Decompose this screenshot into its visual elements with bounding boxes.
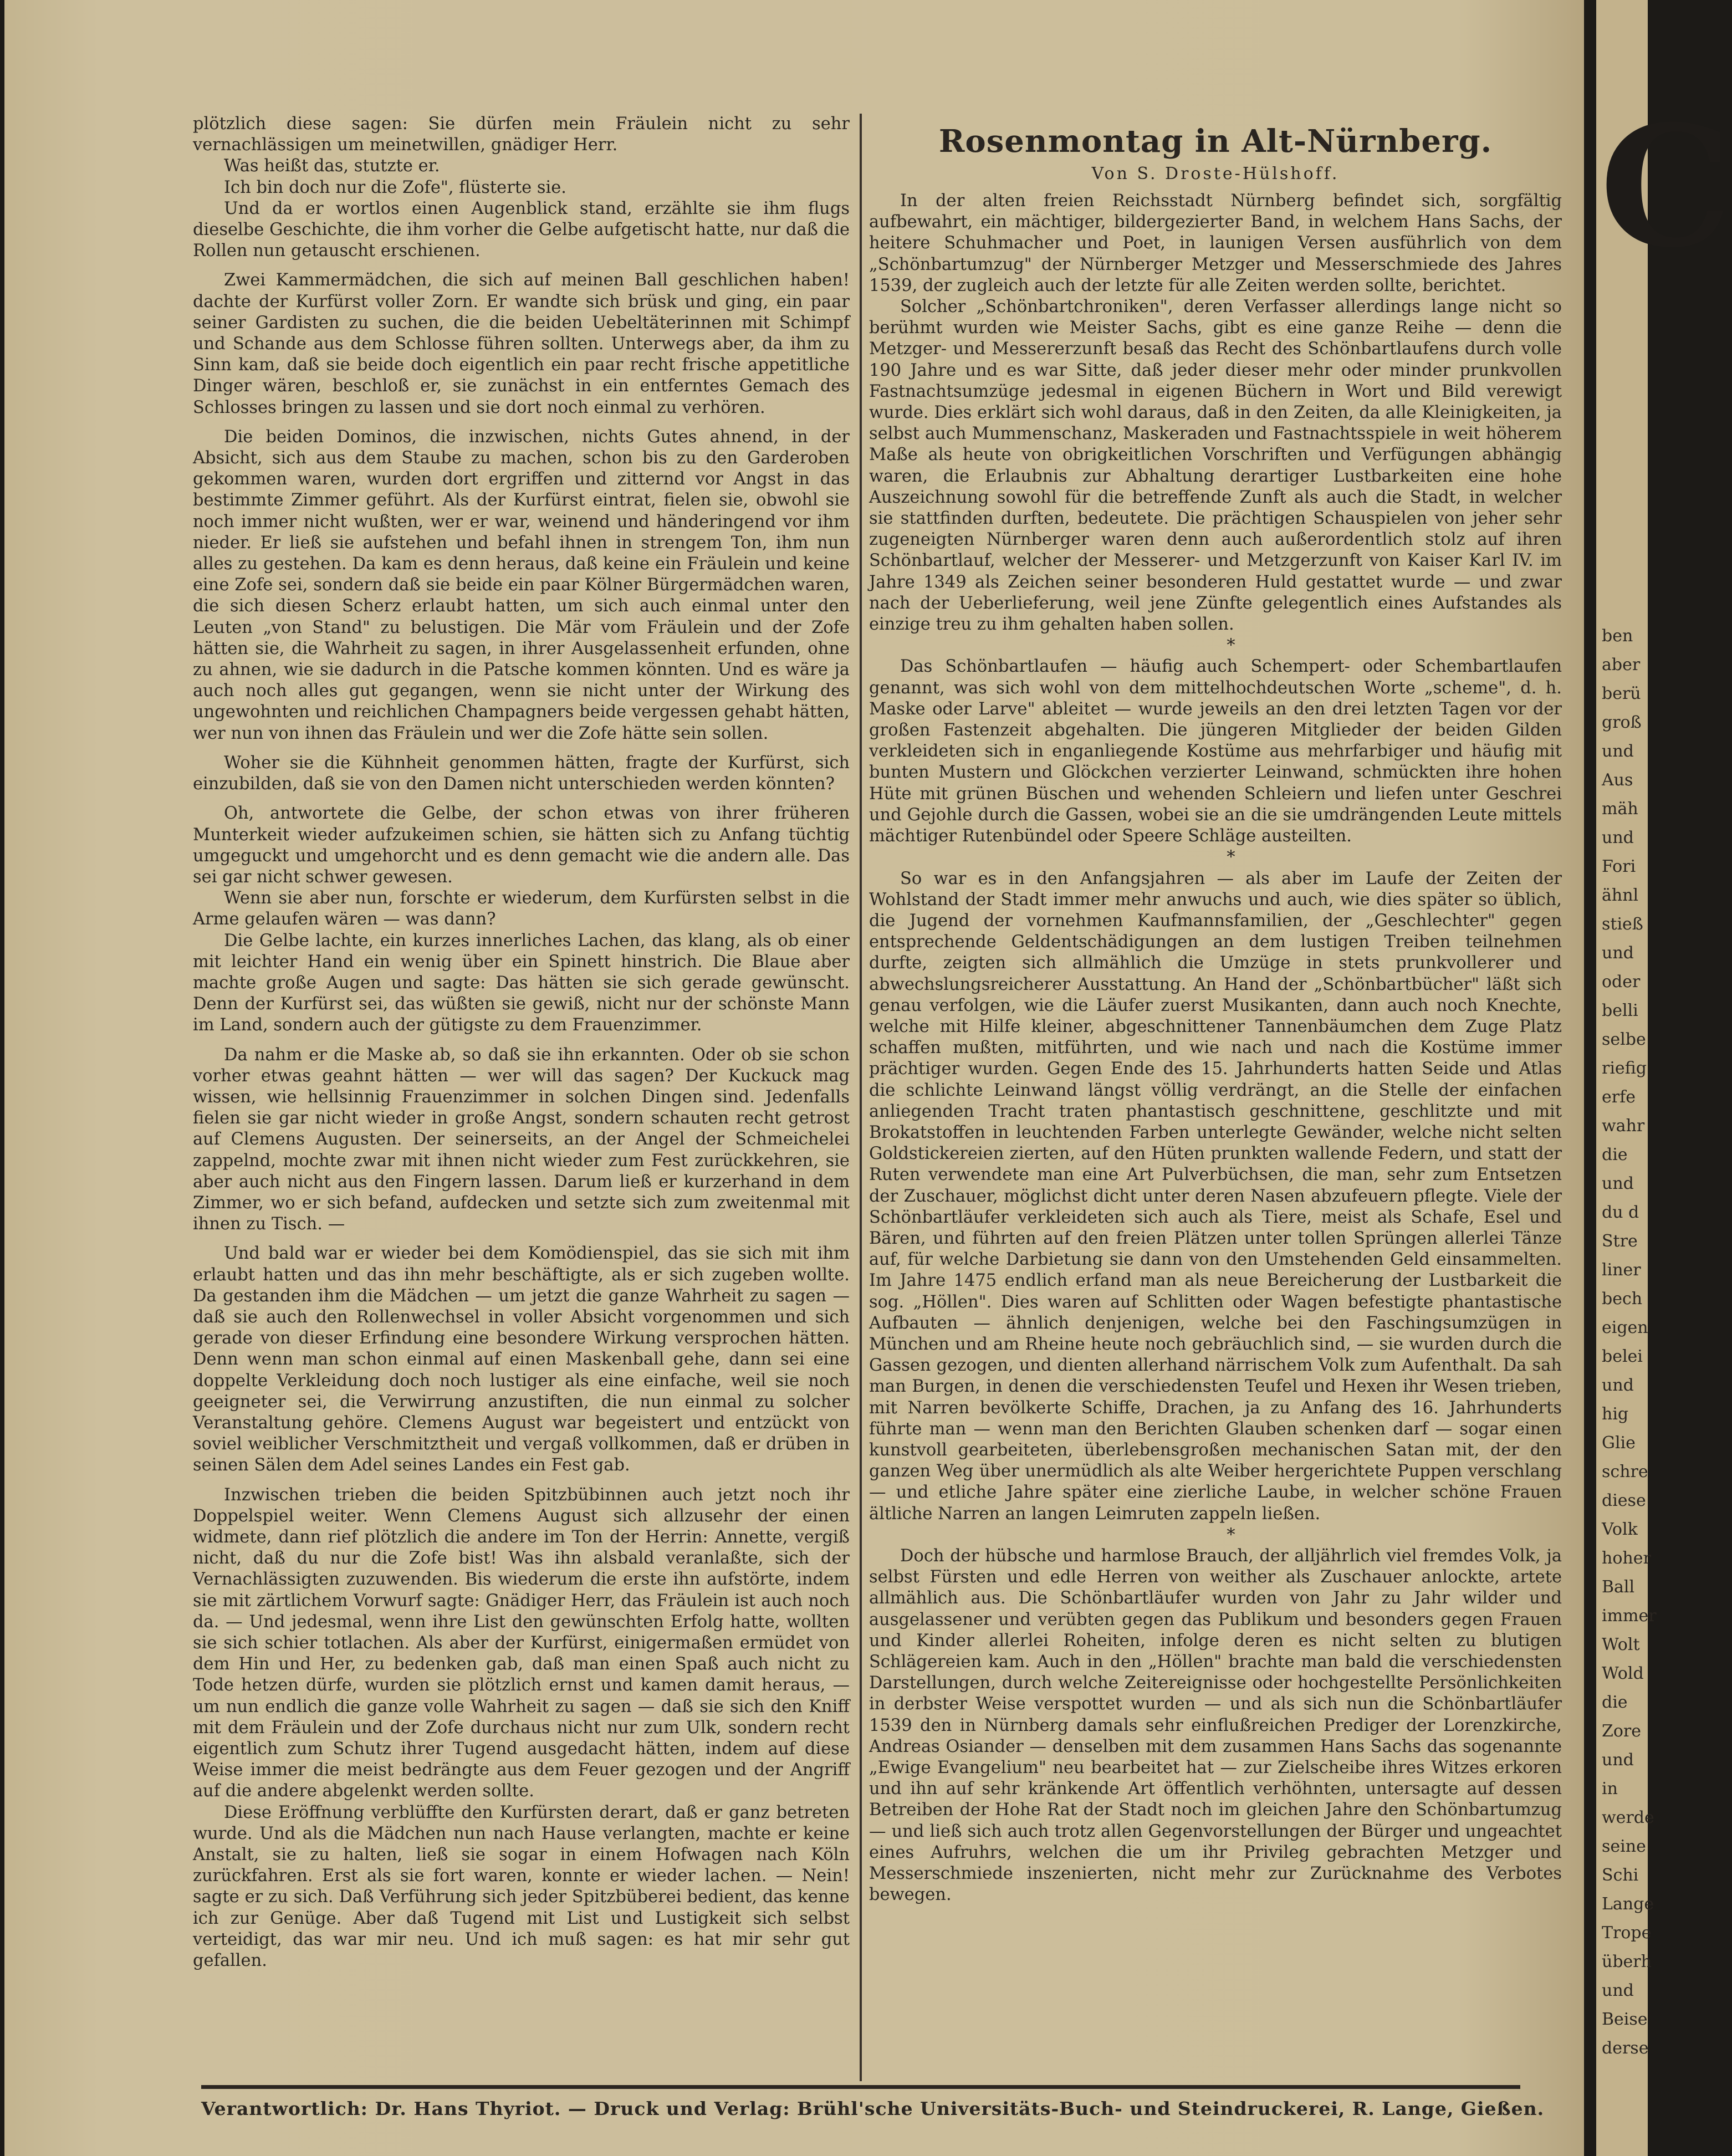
adjacent-page-fragment: Zore <box>1602 1721 1642 1741</box>
adjacent-page-fragment: die <box>1602 1693 1628 1712</box>
adjacent-page-fragment: belli <box>1602 1001 1638 1020</box>
paragraph: Was heißt das, stutzte er. <box>224 156 440 176</box>
adjacent-page-fragment: Aus <box>1602 770 1633 790</box>
adjacent-page-fragment: stieß <box>1602 914 1643 934</box>
article-title: Rosenmontag in Alt-Nürnberg. <box>938 123 1493 160</box>
adjacent-page-letter: C <box>1600 89 1732 284</box>
paragraph: In der alten freien Reichsstadt Nürnberg befindet sich, sorgfältig aufbewahrt, ein mächtiger, bildergezierter Band, in welchem Hans Sachs, der heitere Schuhmacher und Poet, in launigen Versen ausführlich von dem „Schönbartumzug" der Nürnberger Metzger und Messerschmiede des Jahres 1539, der zugleich auch der letzte für alle Zeiten werden sollte, berichtet. <box>869 191 1562 295</box>
paragraph: So war es in den Anfangsjahren — als aber im Laufe der Zeiten der Wohlstand der Stadt immer mehr anwuchs und auch, wie dies später so üblich, die Jugend der vornehmen Kaufmannsfamilien, der „Geschlechter" gegen entsprechende Geldentschädigungen an dem lustigen Treiben teilnehmen durfte, zeigten sich allmählich die Umzüge in stets prunkvollerer und abwechslungsreicherer Ausstattung. An Hand der „Schönbartbücher" läßt sich genau verfolgen, wie die Läufer zuerst Musikanten, dann auch noch Knechte, welche mit Hilfe kleiner, abgeschnittener Tannenbäumchen dem Zuge Platz schaffen mußten, mitführten, und wie nach und nach die Kostüme immer prächtiger wurden. Gegen Ende des 15. Jahrhunderts hatten Seide und Atlas die schlichte Leinwand längst völlig verdrängt, an die Stelle der einfachen anliegenden Tracht traten phantastisch geschnittene, geschlitzte und mit Brokatstoffen in leuchtenden Farben unterlegte Gewänder, welche nicht selten Goldstickereien zierten, auf den Hüten prunkten wallende Federn, und statt der Ruten verwendete man eine Art Pulverbüchsen, die man, sehr zum Entsetzen der Zuschauer, möglichst dicht unter deren Nasen abzufeuern pflegte. Viele der Schönbartläufer verkleideten sich auch als Tiere, meist als Schafe, Esel und Bären, und führten auf den freien Plätzen unter tollen Sprüngen allerlei Tänze auf, für welche Darbietung sie dann von den Umstehenden Geld einsammelten. Im Jahre 1475 endlich erfand man als neue Bereicherung der Lustbarkeit die sog. „Höllen". Dies waren auf Schlitten oder Wagen befestigte phantastische Aufbauten — ähnlich denjenigen, welche bei den Faschingsumzügen in München und am Rheine heute noch gebräuchlich sind, — sie wurden durch die Gassen gezogen, und dienten allerhand närrischem Volk zum Aufenthalt. Da sah man Burgen, in denen die verschiedensten Teufel und Hexen ihr Wesen trieben, mit Narren bevölkerte Schiffe, Drachen, ja zu Anfang des 16. Jahrhunderts führte man — wenn man den Berichten Glauben schenken darf — sogar einen kunstvoll gearbeiteten, überlebensgroßen mechanischen Satan mit, der den ganzen Weg über unermüdlich als alte Weiber hergerichtete Puppen verschlang — und etliche Jahre später eine zierliche Laube, in welcher schöne Frauen ältliche Narren an langen Leimruten zappeln ließen. <box>869 868 1562 1524</box>
paragraph: Ich bin doch nur die Zofe", flüsterte sie. <box>224 177 566 197</box>
adjacent-page-fragment: berü <box>1602 684 1641 703</box>
adjacent-page-fragment: riefig <box>1602 1059 1647 1078</box>
imprint-footer: Verantwortlich: Dr. Hans Thyriot. — Druck und Verlag: Brühl'sche Universitäts-Buch- und Steindruckerei, R. Lange, Gießen. <box>201 2098 1545 2119</box>
adjacent-page-fragment: du d <box>1602 1203 1639 1222</box>
paragraph: Wenn sie aber nun, forschte er wiederum, dem Kurfürsten selbst in die Arme gelaufen wären — was dann? <box>193 888 850 929</box>
adjacent-page-fragment: Wolt <box>1602 1635 1640 1654</box>
adjacent-page-fragment: und <box>1602 943 1634 963</box>
adjacent-page-fragment: eigen <box>1602 1318 1648 1337</box>
adjacent-page-fragment: und <box>1602 1750 1634 1770</box>
paragraph: Das Schönbartlaufen — häufig auch Schempert- oder Schembartlaufen genannt, was sich wohl von dem mittelhochdeutschen Worte „scheme", d. h. Maske oder Larve" ableitet — wurde jeweils an den drei letzten Tagen vor der großen Fastenzeit abgehalten. Die jüngeren Mitglieder der beiden Gilden verkleideten sich in enganliegende Kostüme aus mehrfarbiger und häufig mit bunten Mustern und Glöckchen verzierter Leinwand, schmückten ihre hohen Hüte mit grünen Büschen und wehenden Schleiern und liefen unter Geschrei und Gejohle durch die Gassen, wobei sie an die sie umdrängenden Leute mittels mächtiger Rutenbündel oder Speere Schläge austeilten. <box>869 657 1562 846</box>
adjacent-page-fragment: ähnl <box>1602 886 1639 905</box>
paragraph: Die beiden Dominos, die inzwischen, nichts Gutes ahnend, in der Absicht, sich aus dem Staube zu machen, schon bis zu den Garderoben gekommen waren, wurden dort ergriffen und zitternd vor Angst in das bestimmte Zimmer geführt. Als der Kurfürst eintrat, fielen sie, obwohl sie noch immer nicht wußten, wer er war, weinend und händeringend vor ihm nieder. Er ließ sie aufstehen und befahl ihnen in strengem Ton, ihm nun alles zu gestehen. Da kam es denn heraus, daß keine ein Fräulein und keine eine Zofe sei, sondern daß sie beide ein paar Kölner Bürgermädchen waren, die sich diesen Scherz erlaubt hatten, um sich auch einmal unter den Leuten „von Stand" zu belustigen. Die Mär vom Fräulein und der Zofe hätten sie, die Wahrheit zu sagen, in ihrer Ausgelassenheit erfunden, ohne zu ahnen, wie sie dadurch in die Patsche kommen könnten. Und es wäre ja auch noch alles gut gegangen, wenn sie nicht unter der Wirkung des ungewohnten und reichlichen Champagners beide vergessen gehabt hätten, wer nun von ihnen das Fräulein und wer die Zofe hätte sein sollen. <box>193 427 850 743</box>
paragraph: Solcher „Schönbartchroniken", deren Verfasser allerdings lange nicht so berühmt wurden wie Meister Sachs, gibt es eine ganze Reihe — denn die Metzger- und Messererzunft besaß das Recht des Schönbartlaufens durch volle 190 Jahre und es war Sitte, daß jeder dieser mehr oder minder prunkvollen Fastnachtsumzüge jedesmal in eigenen Büchern in Wort und Bild verewigt wurde. Dies erklärt sich wohl daraus, daß in den Zeiten, da alle Kleinigkeiten, ja selbst auch Mummenschanz, Maskeraden und Fastnachtsspiele in weit höherem Maße als heute von obrigkeitlichen Vorschriften und Verfügungen abhängig waren, die Erlaubnis zur Abhaltung derartiger Lustbarkeiten eine hohe Auszeichnung sowohl für die betreffende Zunft als auch die Stadt, in welcher sie stattfinden durften, bedeutete. Die prächtigen Schauspielen von jeher sehr zugeneigten Nürnberger waren denn auch außerordentlich stolz auf ihren Schönbartlauf, welcher der Messerer- und Metzgerzunft von Kaiser Karl IV. im Jahre 1349 als Zeichen seiner besonderen Huld gestattet wurde — und zwar nach der Ueberlieferung, weil jene Zünfte gelegentlich eines Aufstandes als einzige treu zu ihm gehalten haben sollen. <box>869 297 1562 635</box>
newspaper-page <box>4 0 1584 2156</box>
adjacent-page-fragment: aber <box>1602 655 1641 675</box>
paragraph: Inzwischen trieben die beiden Spitzbübinnen auch jetzt noch ihr Doppelspiel weiter. Wenn Clemens August sich allzusehr der einen widmete, dann rief plötzlich die andere im Ton der Herrin: Annette, vergiß nicht, daß du nur die Zofe bist! Was ihn alsbald veranlaßte, sich der Vernachlässigten zuzuwenden. Bis wiederum die erste ihn aufstörte, indem sie mit zärtlichem Vorwurf sagte: Gnädiger Herr, das Fräulein ist auch noch da. — Und jedesmal, wenn ihre List den gewünschten Erfolg hatte, wollten sie sich schier totlachen. Als aber der Kurfürst, einigermaßen ermüdet von dem Hin und Her, zu bedenken gab, daß man einen Spaß auch nicht zu Tode hetzen dürfe, wurden sie plötzlich ernst und kamen damit heraus, — um nun endlich die ganze volle Wahrheit zu sagen — daß sie sich den Kniff mit dem Fräulein und der Zofe durchaus nicht nur zum Ulk, sondern recht eigentlich zum Schutz ihrer Tugend ausgedacht hätten, indem auf diese Weise immer die meist bedrängte aus dem Feuer gezogen und der Angriff auf die andere abgelenkt werden sollte. <box>193 1485 850 1801</box>
adjacent-page-fragment: Volk <box>1602 1520 1638 1539</box>
paragraph: Da nahm er die Maske ab, so daß sie ihn erkannten. Oder ob sie schon vorher etwas geahnt hätten — wer will das sagen? Der Kuckuck mag wissen, wie hellsinnig Frauenzimmer in solchen Dingen sind. Jedenfalls fielen sie gar nicht wieder in große Angst, sondern schauten recht getrost auf Clemens Augusten. Der seinerseits, an der Angel der Schmeichelei zappelnd, mochte zwar mit ihnen nicht wieder zum Fest zurückkehren, sie aber auch nicht aus den Fingern lassen. Darum ließ er kurzerhand in dem Zimmer, wo er sich befand, aufdecken und setzte sich zum zweitenmal mit ihnen zu Tisch. — <box>193 1045 850 1234</box>
adjacent-page-edge <box>1596 0 1732 2156</box>
right-column-article <box>869 122 1562 1905</box>
adjacent-page-fragment: derse <box>1602 2039 1649 2058</box>
adjacent-page-fragment: seine <box>1602 1837 1646 1856</box>
footer-rule <box>201 2085 1520 2089</box>
adjacent-page-fragment: Ball <box>1602 1577 1635 1597</box>
adjacent-page-fragment: Beise <box>1602 2010 1648 2029</box>
adjacent-page-fragment: hig <box>1602 1404 1629 1424</box>
adjacent-page-fragment: schre <box>1602 1462 1648 1481</box>
section-separator: * <box>1227 1525 1235 1545</box>
adjacent-page-fragment: und <box>1602 1376 1634 1395</box>
paragraph: Diese Eröffnung verblüffte den Kurfürsten derart, daß er ganz betreten wurde. Und als die Mädchen nun nach Hause verlangten, machte er keine Anstalt, sie zu halten, ließ sie sogar in einem Hofwagen nach Köln zurückfahren. Erst als sie fort waren, konnte er wieder lachen. — Nein! sagte er zu sich. Daß Verführung sich jeder Spitzbüberei bedient, das kenne ich zur Genüge. Aber daß Tugend mit List und Lustigkeit sich selbst verteidigt, das war mir neu. Und ich muß sagen: es hat mir sehr gut gefallen. <box>193 1802 850 1971</box>
left-column-story-continuation <box>193 114 850 1971</box>
adjacent-page-fragment: selbe <box>1602 1030 1646 1049</box>
adjacent-page-fragment: erfe <box>1602 1087 1636 1107</box>
adjacent-page-fragment: und <box>1602 828 1634 847</box>
adjacent-page-fragment: liner <box>1602 1260 1641 1280</box>
paragraph: Und da er wortlos einen Augenblick stand, erzählte sie ihm flugs dieselbe Geschichte, die ihm vorher die Gelbe aufgetischt hatte, nur daß die Rollen nun getauscht erschienen. <box>193 198 850 261</box>
article-byline: Von S. Droste-Hülshoff. <box>1091 164 1340 183</box>
adjacent-page-fragment: oder <box>1602 972 1641 992</box>
adjacent-page-fragment: überh <box>1602 1952 1652 1971</box>
paragraph: Zwei Kammermädchen, die sich auf meinen Ball geschlichen haben! dachte der Kurfürst voller Zorn. Er wandte sich brüsk und ging, ein paar seiner Gardisten zu suchen, die die beiden Uebeltäterinnen mit Schimpf und Schande aus dem Schlosse führen sollten. Unterwegs aber, da ihm zu Sinn kam, daß sie beide doch eigentlich ein paar recht frische appetitliche Dinger wären, beschloß er, sie zunächst in ein entferntes Gemach des Schlosses bringen zu lassen und sie dort noch einmal zu verhören. <box>193 270 850 417</box>
adjacent-page-fragment: belei <box>1602 1347 1643 1366</box>
adjacent-page-fragment: hoher <box>1602 1549 1651 1568</box>
paragraph: Doch der hübsche und harmlose Brauch, der alljährlich viel fremdes Volk, ja selbst Fürsten und edle Herren von weither als Zuschauer anlockte, artete allmählich aus. Die Schönbartläufer wurden von Jahr zu Jahr wilder und ausgelassener und verübten gegen das Publikum und besonders gegen Frauen und Kinder allerlei Roheiten, infolge deren es nicht selten zu blutigen Schlägereien kam. Auch in den „Höllen" brachte man bald die verschiedensten Darstellungen, durch welche Zeitereignisse oder hochgestellte Persönlichkeiten in derbster Weise verspottet wurden — und als sich nun die Schönbartläufer 1539 den in Nürnberg damals sehr einflußreichen Prediger der Lorenzkirche, Andreas Osiander — denselben mit dem zusammen Hans Sachs das sogenannte „Ewige Evangelium" neu bearbeitet hat — zur Zielscheibe ihres Witzes erkoren und ihn auf sehr kränkende Art öffentlich verhöhnten, untersagte auf dessen Betreiben der Hohe Rat der Stadt noch im gleichen Jahre den Schönbartumzug — und ließ sich auch trotz allen Gegenvorstellungen der Bürger und ungeachtet eines Aufruhrs, welchen die um ihr Privileg gebrachten Metzger und Messerschmiede inszenierten, nicht mehr zur Zurücknahme des Verbotes bewegen. <box>869 1546 1562 1905</box>
adjacent-page-fragment: und <box>1602 1981 1634 2000</box>
paragraph: Und bald war er wieder bei dem Komödienspiel, das sie sich mit ihm erlaubt hatten und das ihn mehr beschäftigte, als er sich zugeben wollte. Da gestanden ihm die Mädchen — um jetzt die ganze Wahrheit zu sagen — daß sie auch den Rollenwechsel in voller Absicht vorgenommen und sich gerade von dieser Erfindung eine besondere Wirkung versprochen hätten. Denn wenn man schon einmal auf einen Maskenball gehe, dann sei eine doppelte Verkleidung doch noch lustiger als eine einfache, weil sie noch geeigneter sei, die Verwirrung anzustiften, die nun einmal zu solcher Veranstaltung gehöre. Clemens August war begeistert und entzückt von soviel weiblicher Verschmitztheit und vergaß vollkommen, daß er drüben in seinen Sälen dem Adel seines Landes ein Fest gab. <box>193 1244 850 1475</box>
adjacent-page-fragment: ben <box>1602 626 1633 646</box>
paragraph: plötzlich diese sagen: Sie dürfen mein Fräulein nicht zu sehr vernachlässigen um meinetwillen, gnädiger Herr. <box>193 114 850 155</box>
adjacent-page-fragment: bech <box>1602 1289 1643 1309</box>
column-divider <box>860 114 862 2081</box>
section-separator: * <box>1227 636 1235 656</box>
adjacent-page-fragment: und <box>1602 1174 1634 1193</box>
adjacent-page-fragment: Fori <box>1602 857 1636 876</box>
adjacent-page-fragment: diese <box>1602 1491 1646 1510</box>
adjacent-page-fragment: groß <box>1602 713 1642 732</box>
adjacent-page-fragment: immer <box>1602 1606 1657 1626</box>
adjacent-page-fragment: und <box>1602 742 1634 761</box>
section-separator: * <box>1227 847 1235 867</box>
paragraph: Oh, antwortete die Gelbe, der schon etwas von ihrer früheren Munterkeit wieder aufzukeimen schien, sie hätten sich zu Anfang tüchtig umgeguckt und umgehorcht und es denn gemacht wie die andern alle. Das sei gar nicht schwer gewesen. <box>193 804 850 887</box>
adjacent-page-fragment: Stre <box>1602 1232 1638 1251</box>
paragraph: Die Gelbe lachte, ein kurzes innerliches Lachen, das klang, als ob einer mit leichter Hand ein wenig über ein Spinett hinstrich. Die Blaue aber machte große Augen und sagte: Das hätten sie sich gerade gewünscht. Denn der Kurfürst sei, das wüßten sie gewiß, nicht nur der schönste Mann im Land, sondern auch der gütigste zu dem Frauenzimmer. <box>193 931 850 1035</box>
adjacent-page-fragment: Glie <box>1602 1433 1636 1453</box>
adjacent-page-fragment: Lange <box>1602 1894 1654 1914</box>
adjacent-page-fragment: in <box>1602 1779 1618 1799</box>
adjacent-page-fragment: Schi <box>1602 1866 1639 1885</box>
adjacent-page-fragment: wahr <box>1602 1116 1645 1136</box>
adjacent-page-fragment: die <box>1602 1145 1628 1164</box>
adjacent-page-fragment: Wold <box>1602 1664 1644 1683</box>
adjacent-page-fragment: werde <box>1602 1808 1654 1827</box>
adjacent-page-fragment: mäh <box>1602 799 1638 819</box>
paragraph: Woher sie die Kühnheit genommen hätten, fragte der Kurfürst, sich einzubilden, daß sie von den Damen nicht unterschieden werden könnten? <box>193 753 850 794</box>
adjacent-page-fragment: Trope <box>1602 1923 1652 1943</box>
